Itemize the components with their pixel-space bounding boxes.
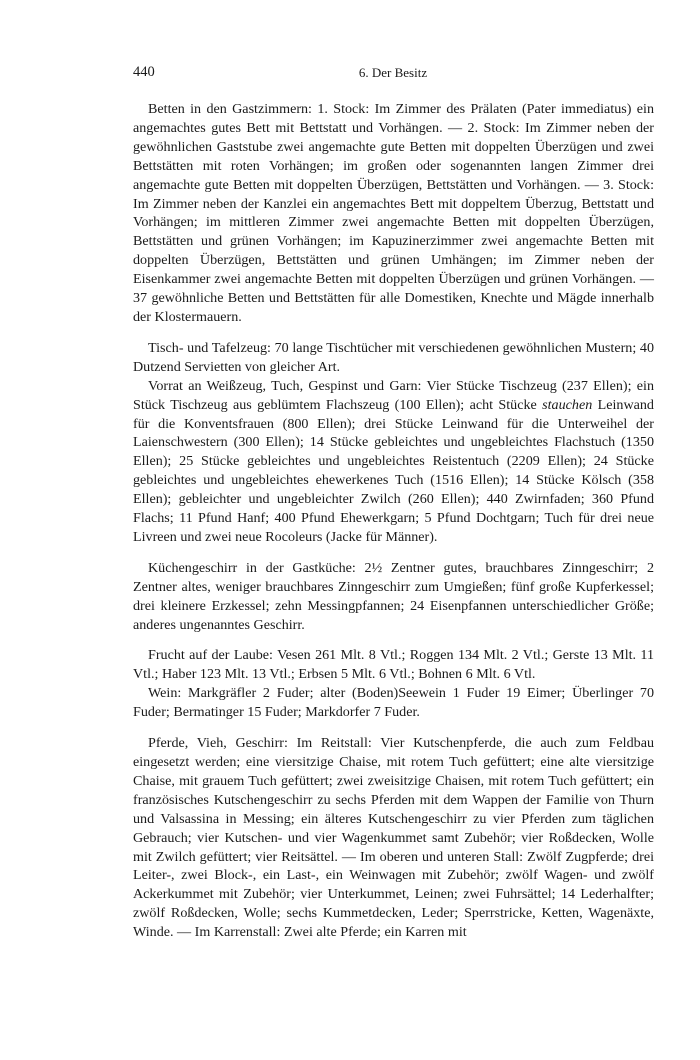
paragraph-wein	[133, 684, 654, 722]
paragraph-kuechengeschirr	[133, 559, 654, 635]
paragraph-text: Küchengeschirr in der Gastküche: 2½ Zentner gutes, brauchbares Zinngeschirr; 2 Zentner altes, weniger brauchbares Zinngeschirr zum Umgießen; fünf große Kupferkessel; drei kleinere Erzkessel; zehn Messingpfannen; 24 Eisenpfannen unterschiedlicher Größe; anderes ungenanntes Geschirr.	[133, 559, 654, 633]
paragraph-weisszeug	[133, 377, 654, 547]
paragraph-text: Wein: Markgräfler 2 Fuder; alter (Boden)Seewein 1 Fuder 19 Eimer; Überlinger 70 Fuder; Bermatinger 15 Fuder; Markdorfer 7 Fuder.	[133, 685, 654, 721]
paragraph-text: Betten in den Gastzimmern: 1. Stock: Im Zimmer des Prälaten (Pater immediatus) ein angemachtes gutes Bett mit Bettstatt und Vorhängen. — 2. Stock: Im Zimmer neben der gewöhnlichen Gaststube zwei angemachte gute Betten mit doppelten Überzügen und zwei Bettstätten mit roten Vorhängen; im großen oder sogenannten langen Zimmer drei angemachte gute Betten mit doppelten Überzügen, Bettstätten und Vorhängen. — 3. Stock: Im Zimmer neben der Kanzlei ein angemachtes Bett mit doppeltem Überzug, Bettstatt und Vorhängen; im mittleren Zimmer zwei angemachte Betten mit doppelten Überzügen, Bettstätten und grünen Vorhängen; im Kapuzinerzimmer zwei angemachte Betten mit doppelten Überzügen, Bettstätten und grünen Umhängen; im Zimmer neben der Eisenkammer zwei angemachte Betten mit doppelten Überzügen und grünen Vorhängen. — 37 gewöhnliche Betten und Bettstätten für alle Domestiken, Knechte und Mägde innerhalb der Klostermauern.	[133, 101, 654, 325]
paragraph-text: Frucht auf der Laube: Vesen 261 Mlt. 8 Vtl.; Roggen 134 Mlt. 2 Vtl.; Gerste 13 Mlt. 11 Vtl.; Haber 123 Mlt. 13 Vtl.; Erbsen 5 Mlt. 6 Vtl.; Bohnen 6 Mlt. 6 Vtl.	[133, 647, 654, 683]
paragraph-text: Vorrat an Weißzeug, Tuch, Gespinst und Garn: Vier Stücke Tischzeug (237 Ellen); ein Stück Tischzeug aus geblümtem Flachszeug (100 Ellen); acht Stücke	[133, 377, 654, 413]
paragraph-frucht	[133, 646, 654, 684]
italic-term: stauchen	[542, 396, 593, 413]
page-number: 440	[133, 64, 155, 80]
body-text	[133, 100, 654, 942]
paragraph-text: Pferde, Vieh, Geschirr: Im Reitstall: Vier Kutschenpferde, die auch zum Feldbau eingesetzt werden; eine viersitzige Chaise, mit rotem Tuch gefüttert; eine alte viersitzige Chaise, mit grauem Tuch gefüttert; zwei zweisitzige Chaisen, mit rotem Tuch gefüttert; ein französisches Kutschengeschirr zu sechs Pferden mit dem Wappen der Familie von Thurn und Valsassina in Messing; ein älteres Kutschengeschirr zu vier Pferden zum täglichen Gebrauch; vier Kutschen- und vier Wagenkummet samt Zubehör; vier Roßdecken, Wolle mit Zwilch gefüttert; vier Reitsättel. — Im oberen und unteren Stall: Zwölf Zugpferde; drei Leiter-, zwei Block-, ein Last-, ein Weinwagen mit Zubehör; zwölf Wagen- und zwölf Ackerkummet mit Zubehör; vier Unterkummet, Leinen; zwei Fuhrsättel; 14 Lederhalfter; zwölf Roßdecken, Wolle; sechs Kummetdecken, Leder; Sperrstricke, Ketten, Wagenäxte, Winde. — Im Karrenstall: Zwei alte Pferde; ein Karren mit	[133, 735, 654, 941]
paragraph-text: Leinwand für die Konventsfrauen (800 Ellen); drei Stücke Leinwand für die Unterweihel der Laienschwestern (300 Ellen); 14 Stücke gebleichtes und ungebleichtes Flachstuch (1350 Ellen); 25 Stücke gebleichtes und ungebleichtes Reistentuch (2209 Ellen); 24 Stücke gebleichtes und ungebleichtes ehewerkenes Tuch (1516 Ellen); 14 Stücke Kölsch (358 Ellen); gebleichter und ungebleichter Zwilch (260 Ellen); 440 Zwirnfaden; 360 Pfund Flachs; 11 Pfund Hanf; 400 Pfund Ehewerkgarn; 5 Pfund Dochtgarn; Tuch für drei neue Livreen und zwei neue Rocoleurs (Jacke für Männer).	[133, 396, 654, 545]
paragraph-betten	[133, 100, 654, 327]
paragraph-text: Tisch- und Tafelzeug: 70 lange Tischtücher mit verschiedenen gewöhnlichen Mustern; 40 Dutzend Servietten von gleicher Art.	[133, 339, 654, 375]
running-head: 6. Der Besitz	[358, 65, 428, 80]
paragraph-tischzeug	[133, 339, 654, 377]
paragraph-pferde	[133, 734, 654, 942]
